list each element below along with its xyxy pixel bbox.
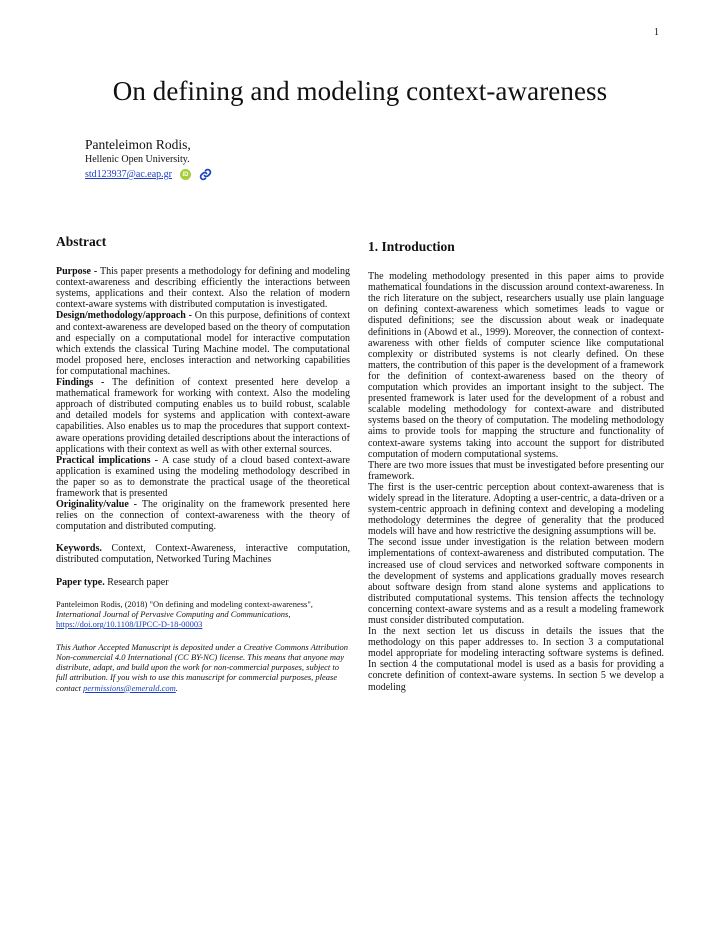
keywords-label: Keywords. [56,543,102,555]
abstract-implications [56,455,350,499]
citation-sep: , [288,608,291,619]
paper-type-label: Paper type. [56,576,105,588]
link-icon[interactable] [199,168,212,181]
left-column [56,236,350,693]
page-number: 1 [654,27,659,38]
keywords [56,543,350,565]
intro-paragraph-3: The first is the user-centric perception about context-awareness that is widely spread in the literature. Adopting a user-centric, a data-driven or a system-centric approach in defining context and developing a modeling methodology determines the degree of generality that the produced models will have and how restrictive the designing assumptions will be. [368,481,664,538]
author-name: Panteleimon Rodis, [85,137,191,152]
author-contact [85,168,212,181]
paper-type-text: Research paper [104,576,169,588]
abstract-heading: Abstract [56,234,107,249]
orcid-icon[interactable]: iD [180,169,191,180]
right-column [368,241,664,693]
keywords-text: Context, Context-Awareness, interactive computation, distributed computation, Networked Turing Machines [56,543,350,566]
permissions-email-link[interactable]: permissions@emerald.com [83,682,176,693]
intro-paragraph-2: There are two more issues that must be investigated before presenting our framework. [368,459,664,482]
findings-label: Findings - [56,377,113,389]
purpose-label: Purpose - [56,266,101,278]
implications-text: A case study of a cloud based context-aware application is examined using the modeling methodology described in the paper so as to demonstrate the practical usage of the theoretical framework that is presented [56,454,351,499]
author-email-link[interactable]: std123937@ac.eap.gr [85,169,172,180]
citation [56,599,350,630]
citation-journal: International Journal of Pervasive Computing and Communications [56,608,289,619]
author-affiliation: Hellenic Open University. [85,154,190,165]
abstract-originality [56,499,350,532]
introduction-heading: 1. Introduction [368,239,455,254]
paper-type [56,577,350,588]
intro-paragraph-1: The modeling methodology presented in this paper aims to provide mathematical foundations in the discussion around context-awareness. In the rich literature on the subject, researchers usually use plain language on defining context-awareness which sometimes leads to vague or disputed definitions; see the discussion about weak or inadequate definitions in (Abowd et al., 1999). Moreover, the connection of context-awareness with other fields of computer science like computational complexity or distributed systems is not clearly defined. On these matters, the contribution of this paper is the development of a framework for the definition of context-awareness based on the theory of computation which provides an important insight to the subject. The presented framework is later used for the development of a robust and scalable modeling methodology for context-aware and distributed systems based on the theory of computation. The modeling methodology aims to provide tools for mapping the structure and functionality of context-aware systems taking into account the support for distributed computation of modern computational systems. [368,271,664,460]
design-label: Design/methodology/approach - [56,310,195,322]
findings-text: The definition of context presented here develop a mathematical framework for working with context. Also the modeling approach of distributed computing enables us to build robust, scalable and detailed models for systems and application with context-aware capabilities. Also enables us to map the procedures that support context-aware operations providing detailed descriptions about the interactions of applications with their context as well as with other external sources. [56,377,350,455]
intro-paragraph-4: The second issue under investigation is the relation between modern implementations of context-awareness and distributed computation. The increased use of cloud services and networked software components in the development of systems and applications gradually moves research about software design from stand alone systems and applications to distributed computational systems. This tension affects the technology concerning context-aware systems and as a result a modeling framework must consider distributed computation. [368,537,664,626]
doi-link[interactable]: https://doi.org/10.1108/IJPCC-D-18-00003 [56,619,203,630]
license-notice [56,642,350,693]
license-end: . [175,682,178,693]
intro-paragraph-5: In the next section let us discuss in details the issues that the methodology on this paper addresses to. In section 3 a computational model appropriate for modeling interacting software systems is defined. In section 4 the computational model is used as a basis for providing a concrete definition of context-aware systems. In section 5 we develop a modeling [368,626,664,693]
abstract-design [56,310,350,377]
abstract-findings [56,377,350,455]
originality-label: Originality/value - [56,499,142,511]
implications-label: Practical implications - [56,454,162,466]
design-text: On this purpose, definitions of context and context-awareness are developed based on the theory of computation and especially on a computational model for interactive computation which extends the classical Turing Machine model. The computational model proposed here, encloses interaction and networking capabilities for computational machines. [56,310,350,377]
abstract-purpose [56,266,350,310]
license-text: This Author Accepted Manuscript is deposited under a Creative Commons Attribution Non-commercial 4.0 International (CC BY-NC) license. This means that anyone may distribute, adapt, and build upon the work for non-commercial purposes, subject to full attribution. If you wish to use this manuscript for commercial purposes, please contact [56,641,348,693]
purpose-text: This paper presents a methodology for defining and modeling context-awareness and describing efficiently the interactions between systems, applications and their context. Also the relation of modern context-aware systems with distributed computation is investigated. [56,266,350,311]
paper-title: On defining and modeling context-awareness [112,76,608,106]
citation-prefix: Panteleimon Rodis, (2018) "On defining and modeling context-awareness", [56,598,313,609]
originality-text: The originality on the framework presented here relies on the connection of context-awareness with the theory of computation and distributed computing. [56,499,350,533]
author-block [85,137,212,181]
